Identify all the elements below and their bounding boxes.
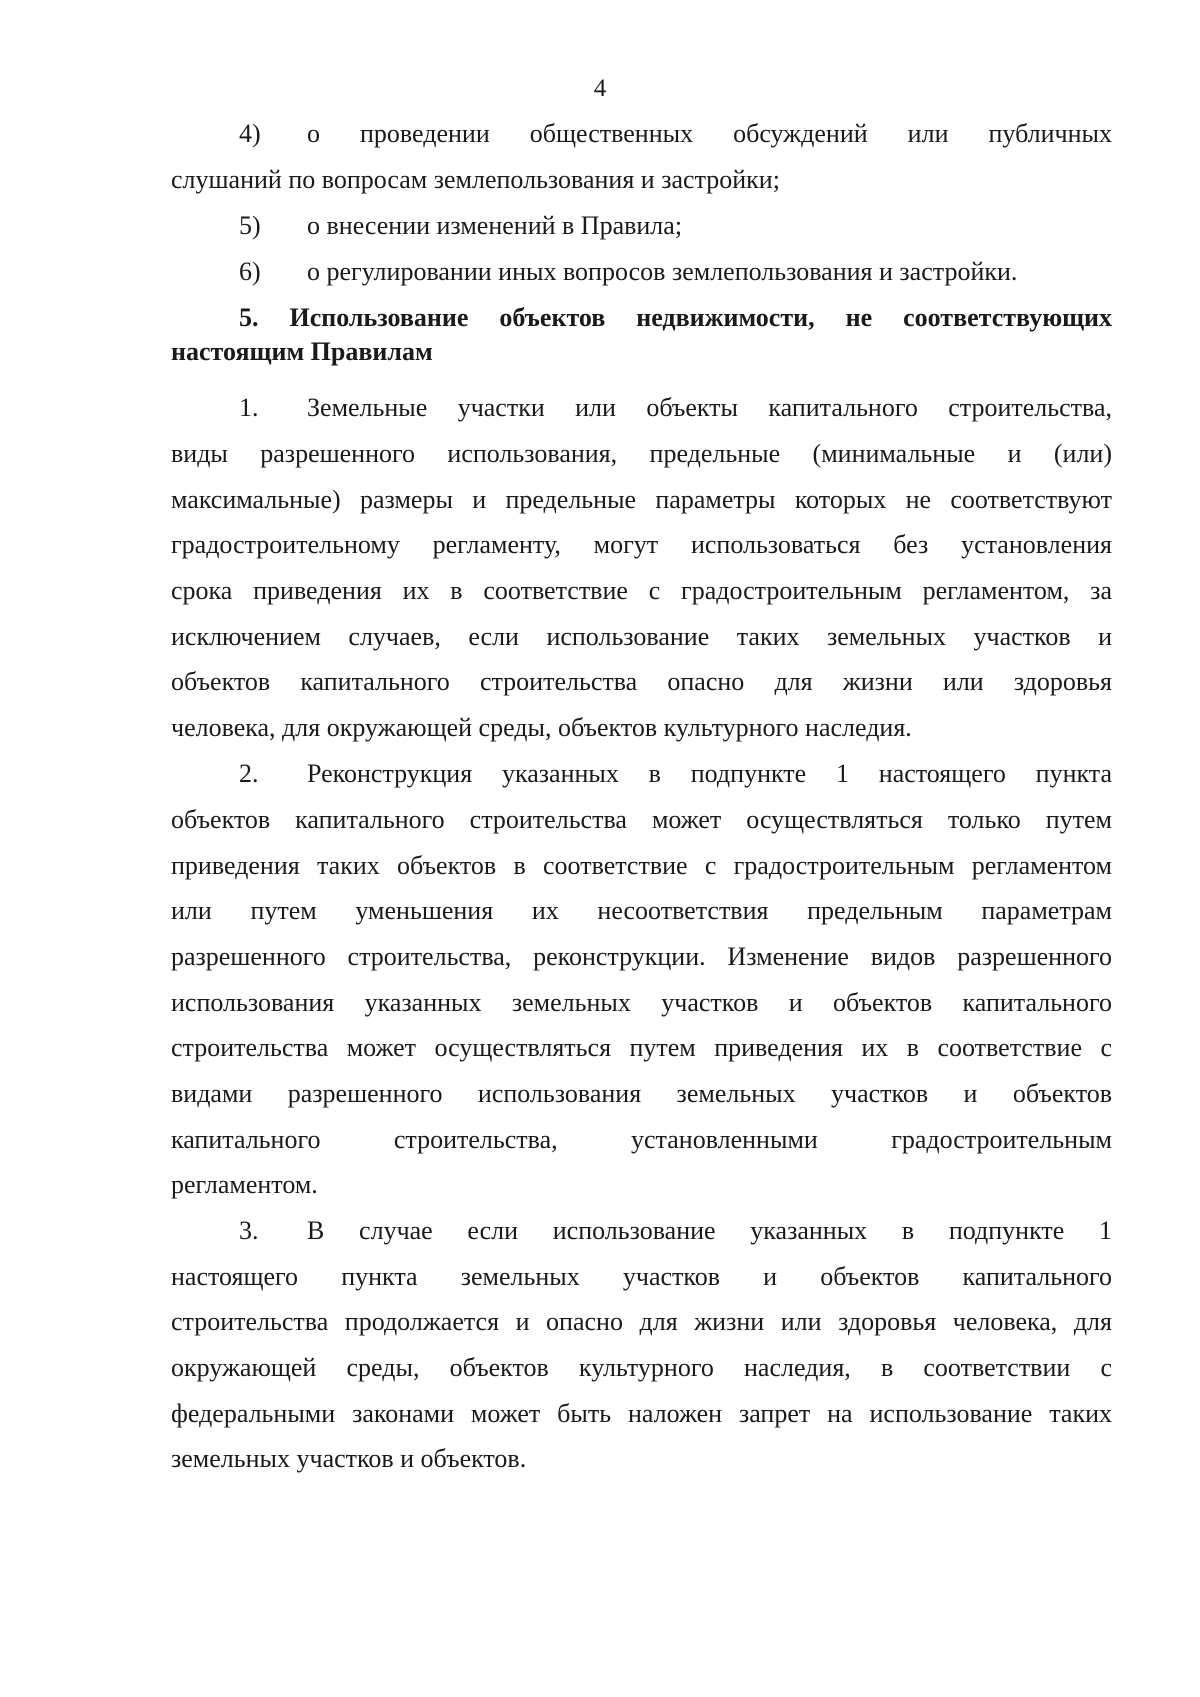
paragraph-3-line-4: окружающей среды, объектов культурного наследия, в соответствии с — [171, 1353, 1112, 1382]
paragraph-2-line-8: видами разрешенного использования земельных участков и объектов — [171, 1079, 1112, 1108]
paragraph-2-line-1 — [171, 758, 1112, 790]
paragraph-3-text: В случае если использование указанных в подпункте 1 — [307, 1216, 1112, 1245]
paragraph-2-text: Реконструкция указанных в подпункте 1 настоящего пункта — [307, 759, 1112, 788]
paragraph-2-number: 2. — [239, 759, 259, 788]
paragraph-3-number: 3. — [239, 1216, 259, 1245]
list-item-4-line-2: слушаний по вопросам землепользования и застройки; — [171, 165, 780, 194]
paragraph-2-line-6: использования указанных земельных участков и объектов капитального — [171, 988, 1112, 1017]
paragraph-3-line-6: земельных участков и объектов. — [171, 1444, 527, 1473]
paragraph-1-text: Земельные участки или объекты капитального строительства, — [307, 393, 1112, 422]
paragraph-1-line-3: максимальные) размеры и предельные параметры которых не соответствуют — [171, 485, 1112, 514]
list-item-4-line-1 — [171, 118, 1112, 150]
paragraph-2-line-3: приведения таких объектов в соответствие с градостроительным регламентом — [171, 851, 1112, 880]
section-heading-line-2: настоящим Правилам — [171, 337, 433, 366]
list-item-6 — [171, 256, 1112, 288]
paragraph-1-line-6: исключением случаев, если использование таких земельных участков и — [171, 622, 1112, 651]
paragraph-1-line-2: виды разрешенного использования, предельные (минимальные и (или) — [171, 439, 1112, 468]
paragraph-2-line-2: объектов капитального строительства может осуществляться только путем — [171, 805, 1112, 834]
paragraph-1-line-8: человека, для окружающей среды, объектов культурного наследия. — [171, 713, 912, 742]
list-item-5-number: 5) — [239, 211, 261, 240]
list-item-4-number: 4) — [239, 119, 261, 148]
paragraph-3-line-3: строительства продолжается и опасно для жизни или здоровья человека, для — [171, 1307, 1112, 1336]
list-item-5 — [171, 210, 1112, 242]
list-item-4-text: о проведении общественных обсуждений или публичных — [307, 119, 1112, 148]
paragraph-3-line-5: федеральными законами может быть наложен запрет на использование таких — [171, 1399, 1112, 1428]
list-item-6-text: о регулировании иных вопросов землепользования и застройки. — [307, 257, 1018, 286]
paragraph-2-line-5: разрешенного строительства, реконструкции. Изменение видов разрешенного — [171, 942, 1112, 971]
paragraph-1-line-4: градостроительному регламенту, могут использоваться без установления — [171, 530, 1112, 559]
paragraph-1-line-1 — [171, 392, 1112, 424]
paragraph-3-line-2: настоящего пункта земельных участков и объектов капитального — [171, 1262, 1112, 1291]
paragraph-1-number: 1. — [239, 393, 259, 422]
paragraph-1-line-7: объектов капитального строительства опасно для жизни или здоровья — [171, 667, 1112, 696]
paragraph-2-line-9: капитального строительства, установленными градостроительным — [171, 1125, 1112, 1154]
section-heading-line-1: 5. Использование объектов недвижимости, не соответствующих — [239, 303, 1112, 332]
paragraph-3-line-1 — [171, 1215, 1112, 1247]
paragraph-1-line-5: срока приведения их в соответствие с градостроительным регламентом, за — [171, 576, 1112, 605]
page-number: 4 — [593, 75, 607, 102]
paragraph-2-line-4: или путем уменьшения их несоответствия предельным параметрам — [171, 896, 1112, 925]
paragraph-2-line-7: строительства может осуществляться путем приведения их в соответствие с — [171, 1033, 1112, 1062]
list-item-6-number: 6) — [239, 257, 261, 286]
list-item-5-text: о внесении изменений в Правила; — [307, 211, 683, 240]
paragraph-2-line-10: регламентом. — [171, 1170, 318, 1199]
